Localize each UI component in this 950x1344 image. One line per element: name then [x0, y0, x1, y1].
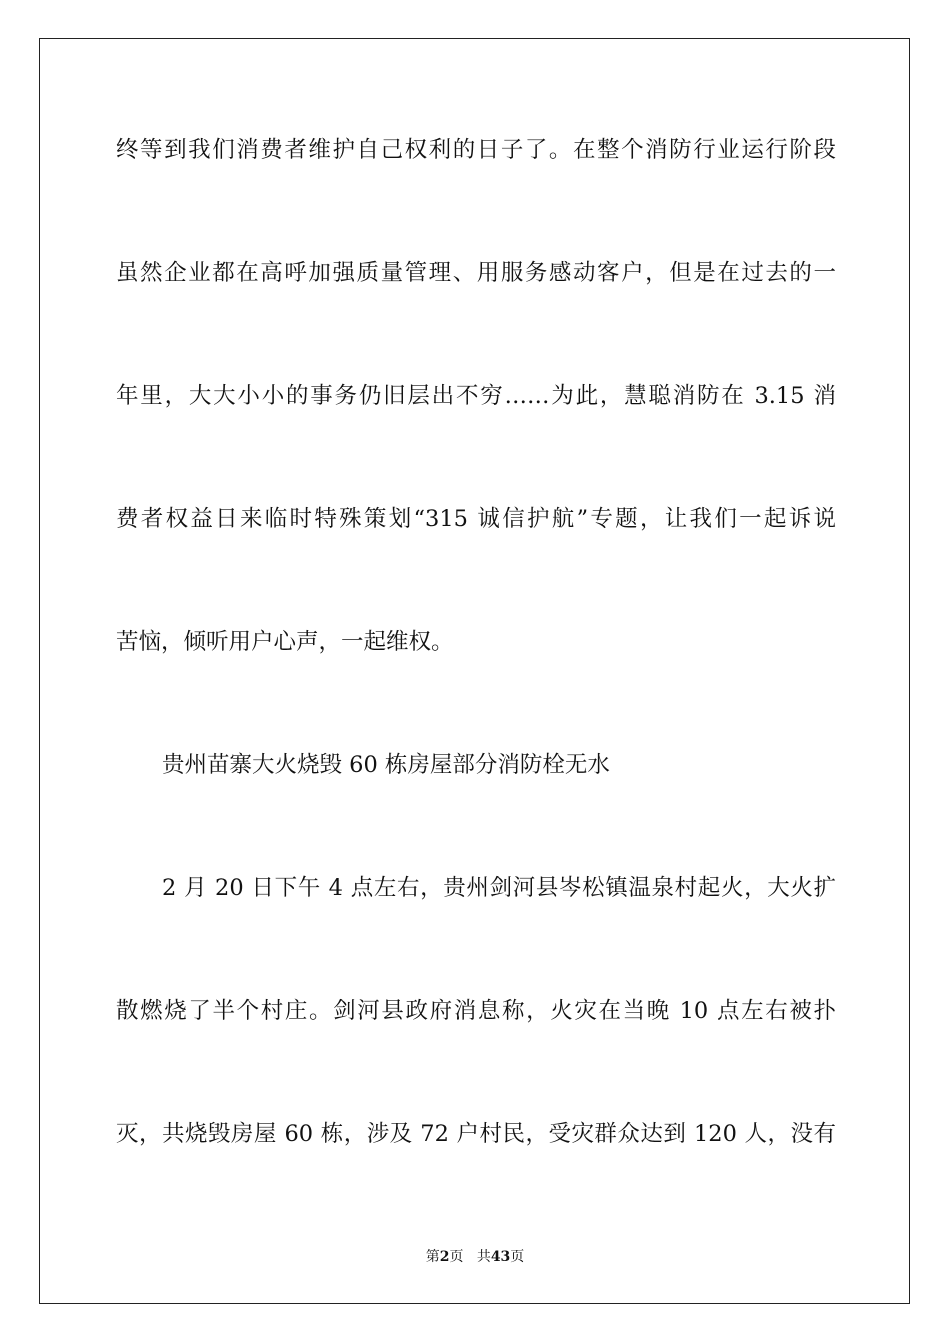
- section-heading: 贵州苗寨大火烧毁 60 栋房屋部分消防栓无水: [162, 752, 610, 778]
- footer-total-suffix: 页: [510, 1249, 525, 1265]
- body-text-line: 年里，大大小小的事务仍旧层出不穷……为此，慧聪消防在 3.15 消: [116, 383, 836, 409]
- body-text-line: 虽然企业都在高呼加强质量管理、用服务感动客户，但是在过去的一: [116, 260, 836, 286]
- body-text-line: 费者权益日来临时特殊策划“315 诚信护航”专题，让我们一起诉说: [116, 506, 836, 532]
- footer-page-suffix: 页: [449, 1249, 464, 1265]
- body-text-line: 苦恼，倾听用户心声，一起维权。: [116, 629, 454, 655]
- body-text-line: 2 月 20 日下午 4 点左右，贵州剑河县岑松镇温泉村起火，大火扩: [162, 875, 836, 901]
- body-text-line: 终等到我们消费者维护自己权利的日子了。在整个消防行业运行阶段: [116, 137, 836, 163]
- page-footer: [0, 1248, 950, 1266]
- total-pages-number: 43: [490, 1249, 511, 1265]
- body-text-line: 灭，共烧毁房屋 60 栋，涉及 72 户村民，受灾群众达到 120 人，没有: [116, 1121, 836, 1147]
- footer-total-prefix: 共: [476, 1249, 491, 1265]
- footer-prefix: 第: [425, 1249, 440, 1265]
- page-border: [39, 38, 910, 1304]
- current-page-number: 2: [439, 1249, 450, 1265]
- body-text-line: 散燃烧了半个村庄。剑河县政府消息称，火灾在当晚 10 点左右被扑: [116, 998, 836, 1024]
